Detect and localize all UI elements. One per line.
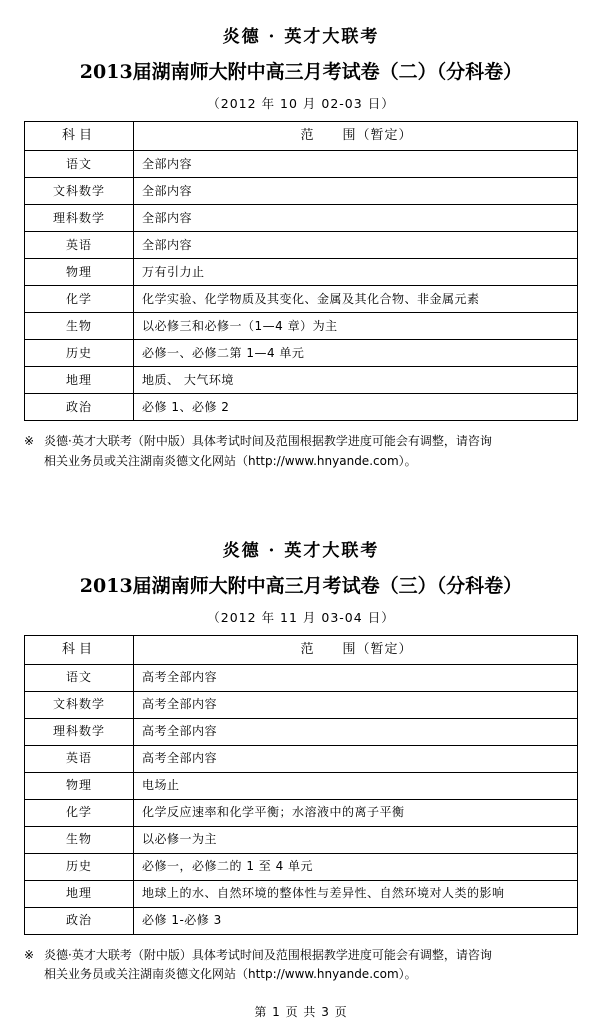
cell-scope: 以必修三和必修一（1—4 章）为主 bbox=[134, 313, 578, 340]
cell-scope: 必修 1、必修 2 bbox=[134, 394, 578, 421]
table-row bbox=[25, 718, 578, 745]
cell-scope: 化学实验、化学物质及其变化、金属及其化合物、非金属元素 bbox=[134, 286, 578, 313]
cell-scope: 高考全部内容 bbox=[134, 745, 578, 772]
cell-scope: 高考全部内容 bbox=[134, 691, 578, 718]
reference-mark-icon: ※ bbox=[24, 947, 35, 962]
table-row bbox=[25, 205, 578, 232]
page-title: 2013届湖南师大附中高三月考试卷（三）（分科卷） bbox=[79, 574, 523, 597]
brand-heading: 炎德 · 英才大联考 bbox=[222, 540, 380, 561]
schedule-table-2 bbox=[24, 635, 578, 935]
cell-subject: 化学 bbox=[25, 799, 134, 826]
cell-scope: 全部内容 bbox=[134, 232, 578, 259]
footnote-line: 炎德·英才大联考（附中版）具体考试时间及范围根据教学进度可能会有调整，请咨询 bbox=[44, 947, 492, 962]
cell-subject: 语文 bbox=[25, 151, 134, 178]
table-row bbox=[25, 313, 578, 340]
table-row bbox=[25, 880, 578, 907]
cell-subject: 物理 bbox=[25, 772, 134, 799]
cell-scope: 地球上的水、自然环境的整体性与差异性、自然环境对人类的影响 bbox=[134, 880, 578, 907]
footnote-line: 相关业务员或关注湖南炎德文化网站（http://www.hnyande.com）。 bbox=[44, 453, 417, 468]
table-row bbox=[25, 772, 578, 799]
cell-scope: 化学反应速率和化学平衡；水溶液中的离子平衡 bbox=[134, 799, 578, 826]
table-row bbox=[25, 259, 578, 286]
cell-subject: 地理 bbox=[25, 880, 134, 907]
footnote-line: 相关业务员或关注湖南炎德文化网站（http://www.hnyande.com）。 bbox=[44, 967, 417, 982]
cell-subject: 历史 bbox=[25, 340, 134, 367]
cell-subject: 理科数学 bbox=[25, 718, 134, 745]
reference-mark-icon: ※ bbox=[24, 434, 35, 448]
table-row bbox=[25, 367, 578, 394]
cell-scope: 电场止 bbox=[134, 772, 578, 799]
table-row bbox=[25, 340, 578, 367]
cell-scope: 高考全部内容 bbox=[134, 664, 578, 691]
exam-schedule-section-2 bbox=[24, 536, 578, 986]
table-row bbox=[25, 745, 578, 772]
exam-schedule-section-1 bbox=[24, 22, 578, 472]
cell-scope: 必修一，必修二的 1 至 4 单元 bbox=[134, 853, 578, 880]
page-footer: 第 1 页 共 3 页 bbox=[254, 1005, 348, 1019]
page-title: 2013届湖南师大附中高三月考试卷（二）（分科卷） bbox=[79, 61, 523, 83]
cell-scope: 必修 1-必修 3 bbox=[134, 907, 578, 934]
column-header-subject: 科目 bbox=[25, 122, 134, 151]
cell-subject: 化学 bbox=[25, 286, 134, 313]
table-row bbox=[25, 907, 578, 934]
table-row bbox=[25, 232, 578, 259]
cell-scope: 万有引力止 bbox=[134, 259, 578, 286]
table-row bbox=[25, 691, 578, 718]
cell-subject: 物理 bbox=[25, 259, 134, 286]
cell-subject: 生物 bbox=[25, 826, 134, 853]
cell-scope: 地质、 大气环境 bbox=[134, 367, 578, 394]
cell-subject: 文科数学 bbox=[25, 691, 134, 718]
cell-subject: 地理 bbox=[25, 367, 134, 394]
footnote-line: 炎德·英才大联考（附中版）具体考试时间及范围根据教学进度可能会有调整，请咨询 bbox=[44, 434, 492, 448]
column-header-scope: 范 围（暂定） bbox=[134, 635, 578, 664]
table-row bbox=[25, 394, 578, 421]
schedule-table-1 bbox=[24, 121, 578, 421]
table-row bbox=[25, 799, 578, 826]
cell-subject: 生物 bbox=[25, 313, 134, 340]
cell-scope: 高考全部内容 bbox=[134, 718, 578, 745]
column-header-scope: 范 围（暂定） bbox=[134, 122, 578, 151]
table-row bbox=[25, 853, 578, 880]
table-row bbox=[25, 826, 578, 853]
cell-subject: 理科数学 bbox=[25, 205, 134, 232]
cell-subject: 文科数学 bbox=[25, 178, 134, 205]
table-row bbox=[25, 664, 578, 691]
cell-scope: 全部内容 bbox=[134, 205, 578, 232]
table-row bbox=[25, 286, 578, 313]
cell-scope: 以必修一为主 bbox=[134, 826, 578, 853]
cell-scope: 全部内容 bbox=[134, 151, 578, 178]
cell-subject: 政治 bbox=[25, 394, 134, 421]
cell-subject: 英语 bbox=[25, 232, 134, 259]
exam-date: （2012 年 11 月 03-04 日） bbox=[207, 609, 395, 625]
brand-heading: 炎德 · 英才大联考 bbox=[222, 27, 380, 47]
table-row bbox=[25, 151, 578, 178]
exam-date: （2012 年 10 月 02-03 日） bbox=[207, 96, 395, 111]
cell-subject: 英语 bbox=[25, 745, 134, 772]
table-row bbox=[25, 178, 578, 205]
table-header-row bbox=[25, 635, 578, 664]
table-header-row bbox=[25, 122, 578, 151]
cell-scope: 必修一、必修二第 1—4 单元 bbox=[134, 340, 578, 367]
cell-scope: 全部内容 bbox=[134, 178, 578, 205]
column-header-subject: 科目 bbox=[25, 635, 134, 664]
cell-subject: 历史 bbox=[25, 853, 134, 880]
cell-subject: 语文 bbox=[25, 664, 134, 691]
footnote-1 bbox=[24, 432, 578, 472]
footnote-2 bbox=[24, 946, 578, 986]
cell-subject: 政治 bbox=[25, 907, 134, 934]
